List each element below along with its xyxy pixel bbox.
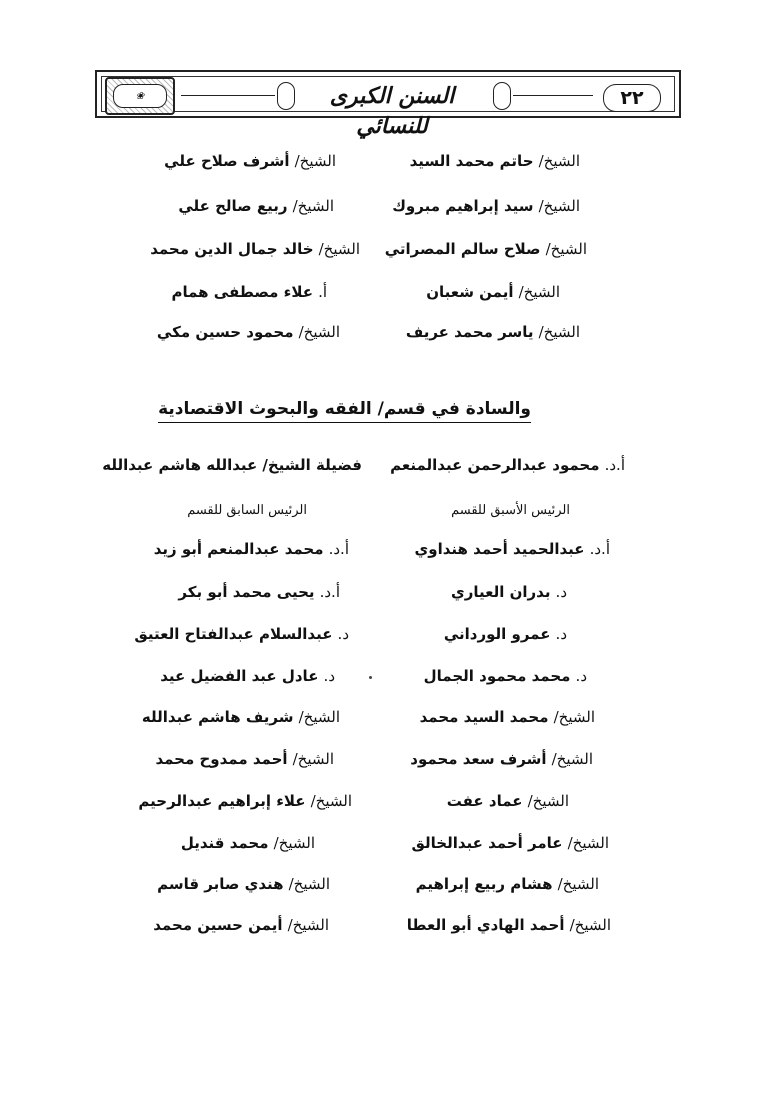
entry-title: الشيخ/: [287, 916, 329, 934]
entry-name: محمود عبدالرحمن عبدالمنعم: [390, 456, 600, 474]
entry-title: الشيخ/: [569, 916, 611, 934]
entry-name: أيمن حسين محمد: [153, 916, 283, 934]
entry-title: د.: [323, 667, 335, 685]
entry-title: الشيخ/: [288, 875, 330, 893]
entry-title: الشيخ/: [557, 875, 599, 893]
entry-name: عادل عبد الفضيل عيد: [160, 667, 319, 685]
list-item: [410, 150, 580, 172]
entry-title: أ.د.: [604, 456, 625, 474]
list-item: [420, 706, 595, 728]
entry-name: أحمد الهادي أبو العطا: [406, 916, 565, 934]
entry-title: الشيخ/: [298, 323, 340, 341]
entry-name: هندي صابر قاسم: [157, 875, 284, 893]
entry-name: هشام ربيع إبراهيم: [415, 875, 553, 893]
list-item: [178, 581, 340, 603]
list-item: [390, 454, 625, 476]
list-item: [181, 832, 315, 854]
list-item: [411, 832, 609, 854]
entry-name: سيد إبراهيم مبروك: [392, 197, 534, 215]
entry-title: الشيخ/: [538, 197, 580, 215]
entry-name: محمد عبدالمنعم أبو زيد: [153, 540, 324, 558]
entry-title: د.: [555, 583, 567, 601]
entry-title: أ.د.: [328, 540, 349, 558]
list-item: [155, 748, 334, 770]
entry-name: علاء مصطفى همام: [171, 283, 313, 301]
entry-name: محمد محمود الجمال: [423, 667, 571, 685]
entry-name: أشرف صلاح علي: [164, 152, 290, 170]
entry-title: الشيخ/: [551, 750, 593, 768]
role-caption: الرئيس السابق للقسم: [187, 503, 307, 518]
entry-title: أ.د.: [589, 540, 610, 558]
list-item: [153, 914, 329, 936]
entry-title: فضيلة الشيخ/: [262, 456, 362, 474]
list-item: [444, 623, 567, 645]
entry-title: الشيخ/: [292, 197, 334, 215]
entry-name: عبدالله هاشم عبدالله: [102, 456, 258, 474]
entry-name: بدران العياري: [450, 583, 551, 601]
header-ornament-left: [277, 82, 295, 110]
entry-title: أ.: [318, 283, 327, 301]
entry-name: أشرف سعد محمود: [410, 750, 547, 768]
entry-name: محمد السيد محمد: [419, 708, 549, 726]
entry-name: شريف هاشم عبدالله: [141, 708, 294, 726]
list-item: [164, 150, 336, 172]
list-item: [154, 538, 349, 560]
entry-title: الشيخ/: [298, 708, 340, 726]
entry-title: الشيخ/: [545, 240, 587, 258]
entry-name: عمرو الورداني: [443, 625, 551, 643]
list-item: [407, 914, 611, 936]
header-rule-left: [181, 95, 275, 96]
list-item: [410, 748, 593, 770]
entry-title: الشيخ/: [310, 792, 352, 810]
list-item: [426, 281, 560, 303]
entry-name: أيمن شعبان: [426, 283, 514, 301]
entry-name: عماد عفت: [446, 792, 523, 810]
entry-name: خالد جمال الدين محمد: [150, 240, 314, 258]
list-item: [150, 238, 360, 260]
list-item: [416, 873, 599, 895]
entry-title: الشيخ/: [567, 834, 609, 852]
section-heading: [158, 396, 531, 423]
section-heading-prefix: والسادة في قسم/: [377, 399, 531, 419]
entry-title: الشيخ/: [538, 323, 580, 341]
entry-name: يحيى محمد أبو بكر: [178, 583, 315, 601]
role-caption: الرئيس الأسبق للقسم: [451, 503, 570, 518]
entry-title: الشيخ/: [527, 792, 569, 810]
stray-mark: [369, 676, 372, 679]
entry-name: عامر أحمد عبدالخالق: [411, 834, 563, 852]
entry-title: الشيخ/: [538, 152, 580, 170]
entry-title: الشيخ/: [273, 834, 315, 852]
entry-title: الشيخ/: [318, 240, 360, 258]
entry-title: الشيخ/: [518, 283, 560, 301]
entry-title: د.: [575, 667, 587, 685]
list-item: [102, 454, 362, 476]
list-item: [392, 195, 580, 217]
book-seal-ornament: ❀: [105, 77, 175, 115]
list-item: [447, 790, 569, 812]
entry-title: د.: [337, 625, 349, 643]
header-rule-right: [513, 95, 593, 96]
list-item: [157, 321, 340, 343]
list-item: [415, 538, 610, 560]
entry-name: ربيع صالح علي: [178, 197, 288, 215]
entry-name: أحمد ممدوح محمد: [155, 750, 288, 768]
list-item: [171, 281, 327, 303]
entry-title: أ.د.: [319, 583, 340, 601]
list-item: [160, 665, 335, 687]
section-heading-main: الفقه والبحوث الاقتصادية: [158, 399, 372, 419]
list-item: [157, 873, 330, 895]
list-item: [138, 790, 352, 812]
entry-name: محمود حسين مكي: [156, 323, 294, 341]
entry-name: حاتم محمد السيد: [409, 152, 534, 170]
list-item: [142, 706, 340, 728]
entry-title: الشيخ/: [292, 750, 334, 768]
list-item: [178, 195, 334, 217]
entry-title: د.: [555, 625, 567, 643]
list-item: [451, 581, 567, 603]
entry-name: محمد قنديل: [180, 834, 269, 852]
page-number: ٢٢: [603, 84, 661, 112]
list-item: [406, 321, 580, 343]
header-ornament-right: [493, 82, 511, 110]
entry-name: عبدالحميد أحمد هنداوي: [414, 540, 585, 558]
list-item: [134, 623, 349, 645]
list-item: [385, 238, 587, 260]
entry-name: ياسر محمد عريف: [405, 323, 534, 341]
entry-name: عبدالسلام عبدالفتاح العتيق: [134, 625, 333, 643]
entry-name: علاء إبراهيم عبدالرحيم: [138, 792, 306, 810]
entry-name: صلاح سالم المصراتي: [384, 240, 541, 258]
entry-title: الشيخ/: [553, 708, 595, 726]
list-item: [424, 665, 587, 687]
page-header: [95, 70, 681, 139]
running-title: السنن الكبرى للنسائي: [329, 83, 455, 139]
entry-title: الشيخ/: [294, 152, 336, 170]
